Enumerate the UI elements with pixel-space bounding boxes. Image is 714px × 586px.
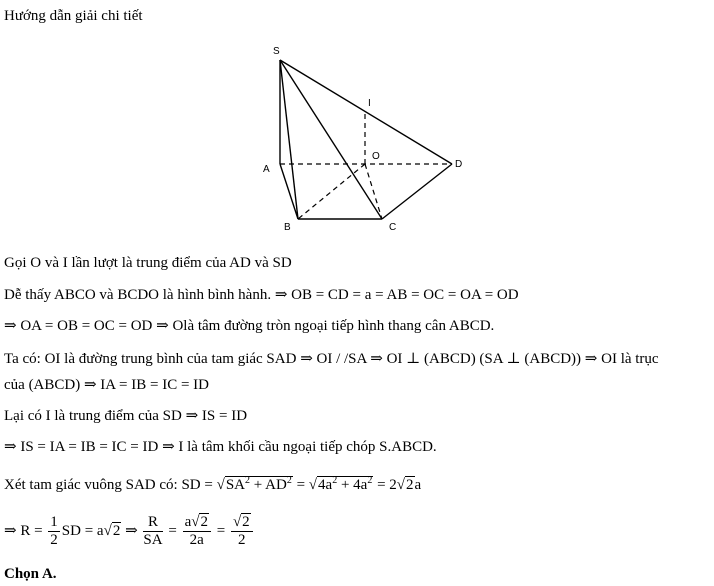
text-line-4: Ta có: OI là đường trung bình của tam giác SAD ⇒ OI / /SA ⇒ OI ⊥ (ABCD) (SA ⊥ (ABCD)) ⇒ OI là trục [4,351,659,367]
text-line-6: Lại có I là trung điểm của SD ⇒ IS = ID [4,408,248,424]
answer: Chọn A. [4,566,57,582]
text-line-7: ⇒ IS = IA = IB = IC = ID ⇒ I là tâm khối cầu ngoại tiếp chóp S.ABCD. [4,439,437,455]
label-D: D [455,159,463,170]
edge-OC [365,164,382,219]
solution-header: Hướng dẫn giải chi tiết [4,8,143,24]
label-O: O [372,151,380,162]
label-A: A [263,164,270,175]
edge-OB [298,164,365,219]
text-line-2: Dễ thấy ABCO và BCDO là hình bình hành. ⇒ OB = CD = a = AB = OC = OA = OD [4,287,519,303]
pyramid-figure [0,0,714,245]
text-line-8: Xét tam giác vuông SAD có: SD = $√SA^2 + AD^2 = √4a^2 + 4a^2 = 2√2a$ [4,475,422,493]
text-line-3: ⇒ OA = OB = OC = OD ⇒ Olà tâm đường tròn ngoại tiếp hình thang cân ABCD. [4,318,495,334]
label-B: B [284,222,291,233]
label-I: I [368,98,371,109]
text-line-5: của (ABCD) ⇒ IA = IB = IC = ID [4,377,210,393]
text-line-9: ⇒ R = $\frac{1}{2}$ SD = a√2 ⇒ $\frac{R}{SA}$ = $\frac{a√2}{2a}$ = $\frac{√2}{2}$ [4,512,255,550]
edge-CD [382,164,452,219]
text-line-1: Gọi O và I lần lượt là trung điểm của AD và SD [4,255,292,271]
edge-SD [280,60,452,164]
label-S: S [273,46,280,57]
label-C: C [389,222,397,233]
